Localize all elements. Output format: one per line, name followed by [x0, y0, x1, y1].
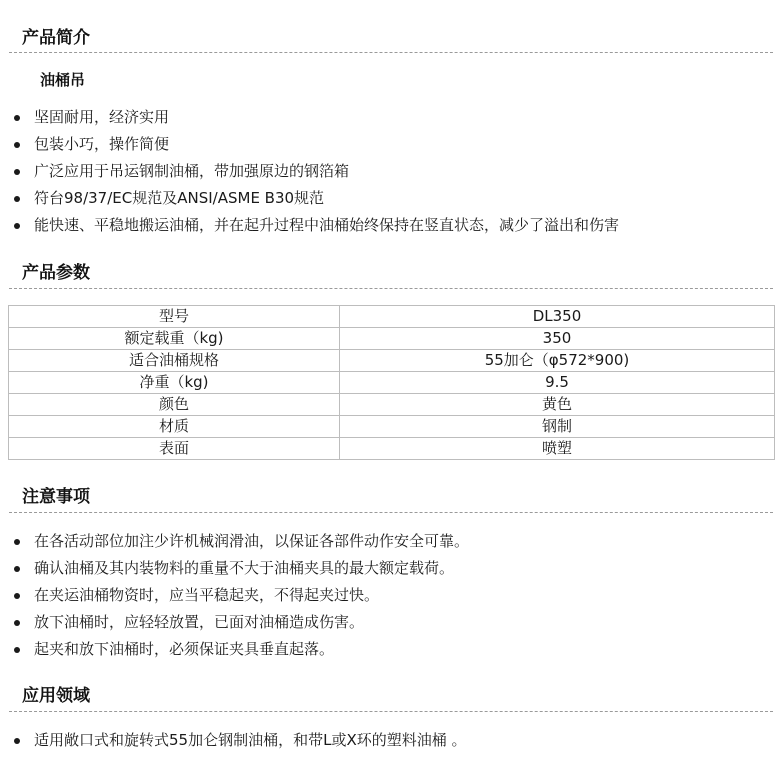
param-label: 材质 [9, 416, 340, 438]
param-value: 55加仑（φ572*900) [340, 350, 775, 372]
bullet-icon [14, 169, 20, 175]
bullet-icon [14, 566, 20, 572]
notes-list [0, 528, 469, 663]
table-row [9, 438, 775, 460]
table-row [9, 350, 775, 372]
bullet-icon [14, 196, 20, 202]
applications-heading: 应用领域 [22, 686, 90, 706]
param-value: DL350 [340, 306, 775, 328]
param-label: 表面 [9, 438, 340, 460]
table-row [9, 306, 775, 328]
table-row [9, 416, 775, 438]
param-value: 喷塑 [340, 438, 775, 460]
param-label: 净重（kg) [9, 372, 340, 394]
list-item: 能快速、平稳地搬运油桶，并在起升过程中油桶始终保持在竖直状态，减少了溢出和伤害 [0, 212, 619, 239]
param-label: 型号 [9, 306, 340, 328]
params-table [8, 305, 775, 460]
notes-divider [9, 512, 773, 513]
product-name: 油桶吊 [40, 71, 86, 89]
param-label: 额定载重（kg) [9, 328, 340, 350]
applications-list [0, 727, 467, 754]
param-value: 钢制 [340, 416, 775, 438]
intro-divider [9, 52, 773, 53]
param-label: 适合油桶规格 [9, 350, 340, 372]
bullet-icon [14, 738, 20, 744]
bullet-icon [14, 115, 20, 121]
list-item: 符台98/37/EC规范及ANSI/ASME B30规范 [0, 185, 619, 212]
param-value: 黄色 [340, 394, 775, 416]
list-item: 确认油桶及其内装物料的重量不大于油桶夹具的最大额定载荷。 [0, 555, 469, 582]
params-divider [9, 288, 773, 289]
param-label: 颜色 [9, 394, 340, 416]
params-heading: 产品参数 [22, 263, 90, 283]
intro-heading: 产品简介 [22, 28, 90, 48]
list-item: 起夹和放下油桶时，必须保证夹具垂直起落。 [0, 636, 469, 663]
list-item: 适用敞口式和旋转式55加仑钢制油桶，和带L或X环的塑料油桶 。 [0, 727, 467, 754]
bullet-icon [14, 593, 20, 599]
param-value: 350 [340, 328, 775, 350]
notes-heading: 注意事项 [22, 487, 90, 507]
bullet-icon [14, 539, 20, 545]
param-value: 9.5 [340, 372, 775, 394]
list-item: 在夹运油桶物资时，应当平稳起夹，不得起夹过快。 [0, 582, 469, 609]
bullet-icon [14, 142, 20, 148]
table-row [9, 372, 775, 394]
list-item: 坚固耐用，经济实用 [0, 104, 619, 131]
applications-divider [9, 711, 773, 712]
list-item: 放下油桶时，应轻轻放置，已面对油桶造成伤害。 [0, 609, 469, 636]
bullet-icon [14, 620, 20, 626]
list-item: 包装小巧，操作简便 [0, 131, 619, 158]
table-row [9, 394, 775, 416]
feature-list [0, 104, 619, 239]
list-item: 广泛应用于吊运钢制油桶，带加强原边的钢箔箱 [0, 158, 619, 185]
list-item: 在各活动部位加注少许机械润滑油，以保证各部件动作安全可靠。 [0, 528, 469, 555]
bullet-icon [14, 647, 20, 653]
bullet-icon [14, 223, 20, 229]
table-row [9, 328, 775, 350]
